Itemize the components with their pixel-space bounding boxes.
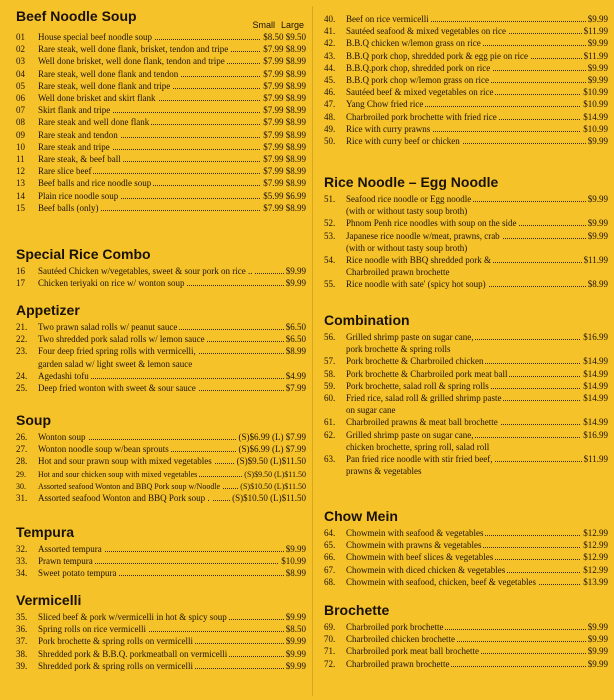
menu-item (324, 646, 608, 657)
item-name: Skirt flank and tripe (38, 105, 111, 116)
item-number: 33. (16, 556, 28, 567)
menu-item (324, 659, 608, 670)
item-price: $9.99 (587, 658, 608, 669)
menu-item (324, 124, 608, 135)
item-price: $7.99 $8.99 (263, 166, 306, 177)
item-number: 64. (324, 528, 336, 538)
item-number: 65. (324, 540, 336, 551)
item-price: $9.99 (587, 75, 608, 85)
menu-item (16, 191, 306, 202)
item-name: Four deep fried spring rolls with vermicelli, (38, 346, 196, 357)
item-number: 08 (16, 117, 25, 128)
item-number: 70. (324, 634, 336, 645)
item-price: $10.99 (583, 99, 608, 110)
menu-item (324, 528, 608, 539)
section-title-beef-noodle-soup: Beef Noodle Soup (16, 8, 137, 24)
item-name: Rare steak, & beef ball (38, 154, 121, 164)
item-name: Beef on rice vermicelli (346, 14, 429, 24)
item-price: $10.99 (583, 87, 608, 98)
item-price: $14.99 (583, 111, 608, 122)
section-title-brochette: Brochette (324, 602, 390, 618)
item-name: Chowmein with diced chicken & vegetables (346, 564, 506, 575)
menu-item (16, 481, 306, 492)
item-name: B.B.Q pork chop, shredded pork & egg pie on rice (346, 50, 528, 61)
item-price: $8.50 (285, 624, 306, 635)
menu-item (16, 661, 306, 672)
item-price: $4.99 (285, 370, 306, 381)
menu-item (324, 369, 608, 380)
menu-item (16, 93, 306, 104)
item-name: Pan fried rice noodle with stir fried beef, (346, 454, 493, 464)
menu-item (324, 332, 608, 343)
item-number: 26. (16, 432, 28, 442)
item-price: $9.99 (285, 648, 306, 659)
item-price: $10.99 (583, 123, 608, 134)
menu-item (16, 166, 306, 177)
item-number: 28. (16, 456, 28, 467)
item-name: Pork brochette, salad roll & spring rolls (346, 380, 489, 391)
menu-item (324, 393, 608, 404)
item-price: $9.99 (285, 612, 306, 622)
item-price: $8.99 (285, 568, 306, 579)
item-name: B.B.Q pork chop w/lemon grass on rice (346, 75, 489, 85)
menu-item (324, 565, 608, 576)
menu-item (16, 117, 306, 128)
item-name: Grilled shrimp paste on sugar cane, (346, 429, 474, 440)
item-price: $11.99 (583, 255, 608, 265)
item-number: 40. (324, 14, 336, 24)
menu-item (16, 649, 306, 660)
item-price: $9.99 (285, 636, 306, 647)
item-description: garden salad w/ light sweet & lemon sauce (38, 358, 193, 369)
menu-item (324, 430, 608, 441)
item-name: Agedashi tofu (38, 370, 89, 381)
item-number: 16 (16, 266, 25, 276)
item-name: Chowmein with seafood, chicken, beef & vegetables (346, 576, 536, 587)
menu-item (324, 356, 608, 367)
item-number: 61. (324, 417, 336, 428)
menu-item (324, 112, 608, 123)
item-name: Pork brochette & Charbroiled pork meat ball (346, 368, 508, 379)
menu-item (324, 26, 608, 37)
item-price: $7.99 $8.99 (263, 117, 306, 128)
item-number: 45. (324, 75, 336, 85)
item-name: Sautéed Chicken w/vegetables, sweet & sour pork on rice .. (38, 266, 253, 276)
item-price: $12.99 (583, 540, 608, 551)
item-name: B.B.Q chicken w/lemon grass on rice (346, 38, 481, 49)
item-price: (S)$10.50 (L)$11.50 (240, 481, 306, 491)
item-number: 41. (324, 26, 336, 37)
menu-item (324, 381, 608, 392)
item-number: 09 (16, 129, 25, 140)
item-price: $6.50 (285, 334, 306, 345)
item-description: prawns & vegetables (346, 466, 422, 477)
item-number: 51. (324, 194, 336, 204)
item-name: Chowmein with prawns & vegetables (346, 540, 482, 551)
menu-item (16, 178, 306, 189)
item-number: 55. (324, 279, 336, 290)
section-title-chow-mein: Chow Mein (324, 508, 398, 524)
menu-item (324, 454, 608, 465)
item-price: $14.99 (583, 356, 608, 367)
item-name: Rice with curry beef or chicken (346, 136, 460, 146)
item-name: Assorted seafood Wonton and BBQ Pork soup . (38, 493, 210, 503)
menu-item (16, 44, 306, 55)
item-name: Yang Chow fried rice (346, 99, 424, 110)
menu-item (16, 142, 306, 153)
item-name: B.B.Q.pork chop, shredded pork on rice (346, 62, 491, 73)
item-price: $5.99 $6.99 (263, 190, 306, 201)
item-number: 21. (16, 322, 28, 332)
item-name: Charbroiled prawns & meat ball brochette (346, 417, 498, 428)
item-name: Assorted tempura (38, 544, 102, 554)
item-number: 17 (16, 278, 25, 289)
item-price: $11.99 (583, 50, 608, 61)
item-price: $9.99 (285, 660, 306, 671)
menu-item (16, 636, 306, 647)
item-name: Prawn tempura (38, 556, 93, 567)
item-number: 01 (16, 32, 25, 42)
menu-item (16, 612, 306, 623)
item-name: Phnom Penh rice noodles with soup on the side (346, 218, 517, 229)
item-name: Rice noodle with sate' (spicy hot soup) (346, 279, 486, 290)
section-title-soup: Soup (16, 412, 51, 428)
item-price: $14.99 (583, 380, 608, 391)
item-number: 07 (16, 105, 25, 116)
item-name: Fried rice, salad roll & grilled shrimp paste (346, 393, 502, 403)
item-number: 31. (16, 493, 28, 503)
section-title-combination: Combination (324, 312, 410, 328)
menu-item (16, 105, 306, 116)
item-name: Deep fried wonton with sweet & sour sauce (38, 383, 196, 393)
item-name: Sautéed beef & mixed vegetables on rice (346, 87, 494, 98)
item-price: $16.99 (583, 332, 608, 342)
item-description: chicken brochette, spring roll, salad roll (346, 441, 490, 452)
item-name: Pork brochette & spring rolls on vermicelli (38, 636, 193, 647)
item-number: 35. (16, 612, 28, 622)
menu-item (16, 56, 306, 67)
menu-item (324, 14, 608, 25)
item-number: 36. (16, 624, 28, 635)
menu-item (16, 266, 306, 277)
size-header-large: Large (280, 20, 304, 30)
item-price: $9.99 (285, 544, 306, 554)
item-number: 23. (16, 346, 28, 357)
item-name: Plain rice noodle soup (38, 190, 119, 201)
menu-item (16, 203, 306, 214)
item-name: Charbroiled pork brochette with fried rice (346, 111, 497, 122)
item-price: $6.50 (285, 322, 306, 332)
menu-item (324, 634, 608, 645)
menu-item (324, 279, 608, 290)
item-name: Two shredded pork salad rolls w/ lemon sauce (38, 334, 205, 345)
item-name: Beef balls (only) (38, 202, 99, 213)
item-number: 46. (324, 87, 336, 98)
item-number: 49. (324, 123, 336, 134)
item-number: 10 (16, 141, 25, 152)
item-number: 48. (324, 111, 336, 122)
item-number: 30. (16, 481, 26, 491)
item-number: 62. (324, 429, 336, 440)
item-price: $9.99 (587, 136, 608, 146)
item-number: 43. (324, 50, 336, 61)
item-number: 50. (324, 136, 336, 146)
item-number: 13 (16, 178, 25, 189)
item-number: 69. (324, 622, 336, 632)
item-name: Assorted seafood Wonton and BBQ Pork soup w/Noodle (38, 481, 221, 491)
section-title-rice-noodle-egg-noodle: Rice Noodle – Egg Noodle (324, 174, 499, 190)
menu-item (324, 136, 608, 147)
item-name: Sautéed seafood & mixed vegetables on rice (346, 26, 506, 37)
item-price: $9.99 (587, 634, 608, 645)
menu-item (16, 154, 306, 165)
section-title-vermicelli: Vermicelli (16, 592, 82, 608)
item-price: $8.50 $9.50 (263, 32, 306, 42)
item-name: Two prawn salad rolls w/ peanut sauce (38, 322, 178, 332)
item-name: Wonton noodle soup w/bean sprouts (38, 444, 169, 455)
menu-item (324, 87, 608, 98)
item-number: 05 (16, 80, 25, 91)
item-name: Chicken teriyaki on rice w/ wonton soup (38, 278, 185, 289)
item-number: 29. (16, 469, 26, 479)
menu-item (324, 255, 608, 266)
menu-item (324, 218, 608, 229)
item-number: 67. (324, 564, 336, 575)
item-number: 66. (324, 552, 336, 563)
menu-item (16, 456, 306, 467)
item-price: $8.99 (587, 279, 608, 290)
item-price: $11.99 (583, 26, 608, 37)
item-price: $7.99 $8.99 (263, 80, 306, 91)
item-number: 59. (324, 380, 336, 391)
item-price: $9.99 (285, 266, 306, 276)
menu-item (16, 130, 306, 141)
item-price: $7.99 $8.99 (263, 56, 306, 67)
item-number: 60. (324, 393, 336, 403)
item-name: Sliced beef & pork w/vermicelli in hot & spicy soup (38, 612, 227, 622)
menu-item (16, 371, 306, 382)
item-price: $9.99 (285, 278, 306, 289)
menu-item (16, 493, 306, 504)
item-number: 56. (324, 332, 336, 342)
item-price: $11.99 (583, 454, 608, 464)
item-name: Seafood rice noodle or Egg noodle (346, 194, 472, 204)
item-name: Rare steak and tripe (38, 141, 110, 152)
item-price: $7.99 $8.99 (263, 93, 306, 103)
item-price: $12.99 (583, 528, 608, 538)
item-name: Charbroiled pork brochette (346, 622, 444, 632)
item-number: 39. (16, 660, 28, 671)
item-name: Rare steak, well done flank and tripe (38, 80, 171, 91)
item-price: $9.99 (587, 622, 608, 632)
item-name: Rice noodle with BBQ shredded pork & (346, 255, 491, 265)
item-price: $7.99 $8.99 (263, 44, 306, 55)
item-price: $12.99 (583, 564, 608, 575)
item-price: $13.99 (583, 576, 608, 587)
menu-item (324, 622, 608, 633)
item-price: $7.99 $8.99 (263, 105, 306, 116)
item-number: 54. (324, 255, 336, 265)
item-number: 34. (16, 568, 28, 579)
item-name: Rare steak and well done flank (38, 117, 150, 128)
item-price: $7.99 $8.99 (263, 129, 306, 140)
item-price: (S)$10.50 (L)$11.50 (232, 493, 306, 503)
item-number: 44. (324, 62, 336, 73)
item-price: $7.99 $8.99 (263, 178, 306, 189)
section-title-appetizer: Appetizer (16, 302, 80, 318)
item-number: 42. (324, 38, 336, 49)
item-name: Shredded pork & B.B.Q. porkmeatball on vermicelli (38, 648, 228, 659)
item-price: $14.99 (583, 393, 608, 403)
item-price: $12.99 (583, 552, 608, 563)
item-description: on sugar cane (346, 405, 396, 416)
menu-item (16, 556, 306, 567)
item-name: Hot and sour chicken soup with mixed vegetables (38, 469, 198, 479)
menu-item (16, 69, 306, 80)
menu-item (324, 51, 608, 62)
item-description: (with or without tasty soup broth) (346, 242, 468, 253)
item-name: Pork brochette & Charbroiled chicken (346, 356, 484, 367)
item-number: 68. (324, 576, 336, 587)
item-number: 14 (16, 190, 25, 201)
item-number: 58. (324, 368, 336, 379)
item-number: 72. (324, 658, 336, 669)
menu-item (16, 334, 306, 345)
item-price: $16.99 (583, 429, 608, 440)
size-headers (252, 20, 304, 30)
item-name: Chowmein with beef slices & vegetables (346, 552, 494, 563)
item-name: Hot and sour prawn soup with mixed vegetables (38, 456, 212, 467)
item-number: 47. (324, 99, 336, 110)
item-name: Rare steak, well done flank and tendon (38, 68, 179, 79)
menu-item (16, 624, 306, 635)
item-number: 04 (16, 68, 25, 79)
menu-item (16, 568, 306, 579)
item-price: $7.99 (285, 383, 306, 393)
menu-item (324, 63, 608, 74)
section-title-special-rice-combo: Special Rice Combo (16, 246, 151, 262)
menu-item (324, 99, 608, 110)
item-name: Grilled shrimp paste on sugar cane, (346, 332, 474, 342)
item-price: (S)$6.99 (L) $7.99 (238, 444, 306, 455)
item-name: Well done brisket and skirt flank (38, 93, 156, 103)
item-description: pork brochette & spring rolls (346, 344, 451, 355)
menu-item (16, 32, 306, 43)
item-description: Charbroiled prawn brochette (346, 267, 450, 278)
item-number: 03 (16, 56, 25, 67)
item-number: 24. (16, 370, 28, 381)
item-price: (S)$9.50 (L)$11.50 (244, 469, 306, 479)
menu-item (324, 231, 608, 242)
item-name: Beef balls and rice noodle soup (38, 178, 152, 189)
item-number: 12 (16, 166, 25, 177)
item-price: $7.99 $8.99 (263, 154, 306, 164)
item-number: 37. (16, 636, 28, 647)
menu-item (324, 552, 608, 563)
menu-item (16, 544, 306, 555)
item-price: (S)$9.50 (L)$11.50 (236, 456, 306, 467)
menu-item (16, 469, 306, 480)
item-number: 27. (16, 444, 28, 455)
item-number: 71. (324, 646, 336, 657)
menu-item (324, 577, 608, 588)
item-name: Charbroiled pork meat ball brochette (346, 646, 479, 657)
item-name: Rare steak, well done flank, brisket, tendon and tripe (38, 44, 229, 55)
item-price: $9.99 (587, 38, 608, 49)
item-number: 57. (324, 356, 336, 367)
item-price: $10.99 (281, 556, 306, 567)
menu-item (324, 38, 608, 49)
item-price: $8.99 (285, 346, 306, 357)
item-number: 02 (16, 44, 25, 55)
item-number: 25. (16, 383, 28, 393)
menu-item (16, 432, 306, 443)
item-name: Rice with curry prawns (346, 123, 431, 134)
item-name: Japanese rice noodle w/meat, prawns, crab (346, 230, 500, 241)
column-divider (312, 6, 313, 696)
item-number: 15 (16, 202, 25, 213)
item-price: $7.99 $8.99 (263, 202, 306, 213)
item-price: $9.99 (587, 194, 608, 204)
item-price: $14.99 (583, 417, 608, 428)
item-number: 22. (16, 334, 28, 345)
item-price: $7.99 $8.99 (263, 68, 306, 79)
menu-item (324, 75, 608, 86)
item-name: Sweet potato tempura (38, 568, 117, 579)
item-name: Wonton soup (38, 432, 86, 442)
item-number: 32. (16, 544, 28, 554)
menu-item (16, 346, 306, 357)
item-name: Rare steak and tendon (38, 129, 118, 140)
item-name: Chowmein with seafood & vegetables (346, 528, 484, 538)
item-name: House special beef noodle soup (38, 32, 152, 42)
item-name: Charbroiled prawn brochette (346, 658, 450, 669)
menu-item (324, 540, 608, 551)
item-price: $7.99 $8.99 (263, 141, 306, 152)
item-name: Shredded pork & spring rolls on vermicelli (38, 660, 193, 671)
menu-item (16, 444, 306, 455)
menu-item (16, 383, 306, 394)
item-price: $9.99 (587, 14, 608, 24)
item-number: 53. (324, 230, 336, 241)
item-price: $9.99 (587, 230, 608, 241)
item-price: $9.99 (587, 646, 608, 657)
item-price: (S)$6.99 (L) $7.99 (238, 432, 306, 442)
menu-item (324, 194, 608, 205)
item-number: 63. (324, 454, 336, 464)
item-description: (with or without tasty soup broth) (346, 206, 468, 217)
menu-item (324, 417, 608, 428)
item-number: 11 (16, 154, 25, 164)
item-name: Well done brisket, well done flank, tendon and tripe (38, 56, 225, 67)
item-price: $9.99 (587, 218, 608, 229)
menu-item (16, 322, 306, 333)
item-name: Rare slice beef (38, 166, 92, 177)
size-header-small: Small (252, 20, 275, 30)
section-title-tempura: Tempura (16, 524, 75, 540)
menu-item (16, 278, 306, 289)
item-number: 38. (16, 648, 28, 659)
menu-item (16, 81, 306, 92)
item-price: $14.99 (583, 368, 608, 379)
item-price: $9.99 (587, 62, 608, 73)
item-number: 06 (16, 93, 25, 103)
item-name: Charbroiled chicken brochette (346, 634, 455, 645)
item-number: 52. (324, 218, 336, 229)
item-name: Spring rolls on rice vermicelli (38, 624, 146, 635)
